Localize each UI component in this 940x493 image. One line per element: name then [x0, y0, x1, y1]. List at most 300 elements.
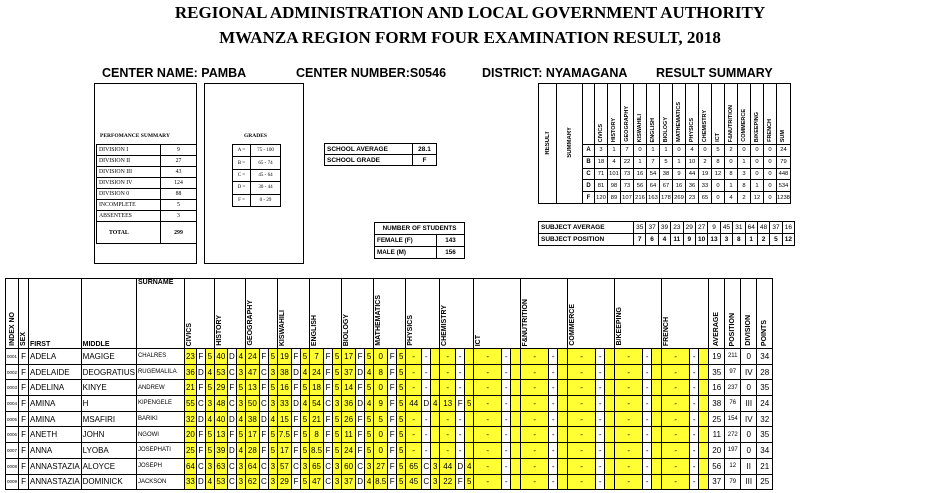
middle-name: KINYE	[81, 380, 136, 396]
score: 0	[374, 380, 388, 396]
summary-subject-label: COMMERCE	[741, 109, 747, 143]
sex-cell: F	[19, 427, 29, 443]
points	[699, 443, 709, 459]
score: 15	[277, 411, 291, 427]
grade: -	[422, 427, 431, 443]
summary-count: 23	[686, 192, 699, 204]
index-number: 0005	[6, 411, 19, 427]
index-number: 0006	[6, 427, 19, 443]
subject-average-value: 48	[757, 222, 769, 234]
score: 44	[440, 458, 456, 474]
points	[465, 380, 474, 396]
points	[511, 349, 521, 365]
score: -	[662, 411, 690, 427]
points	[699, 427, 709, 443]
score: -	[474, 396, 502, 412]
performance-label: INCOMPLETE	[97, 200, 161, 211]
grade: -	[456, 364, 465, 380]
score: -	[440, 411, 456, 427]
summary-subject-header	[595, 84, 608, 145]
results-table	[5, 278, 773, 490]
grade: C	[259, 458, 268, 474]
grade: F	[356, 443, 365, 459]
subject-header-label: KISWAHILI	[278, 309, 286, 346]
score: -	[568, 427, 596, 443]
score: -	[662, 364, 690, 380]
summary-count: 0	[764, 156, 777, 168]
grade: F	[388, 411, 397, 427]
subject-average-value: 64	[745, 222, 757, 234]
score: -	[440, 364, 456, 380]
grade: F	[324, 443, 333, 459]
score: 54	[310, 396, 324, 412]
summary-count: 2	[738, 192, 751, 204]
performance-label: DIVISION II	[97, 156, 161, 167]
performance-value: 3	[161, 211, 197, 222]
subject-header-label: ICT	[475, 334, 483, 346]
score: -	[474, 411, 502, 427]
points	[652, 380, 662, 396]
table-row	[6, 396, 773, 412]
grade: -	[690, 396, 699, 412]
points: 4	[205, 411, 214, 427]
male-value: 156	[437, 247, 465, 259]
performance-row	[97, 156, 197, 167]
score: 45	[406, 474, 422, 490]
points: 5	[301, 411, 310, 427]
grades-heading: GRADES	[244, 133, 267, 139]
subject-header	[568, 279, 615, 349]
students-heading: NUMBER OF STUDENTS	[375, 223, 465, 235]
points	[652, 364, 662, 380]
grade: C	[422, 474, 431, 490]
grade: -	[549, 474, 558, 490]
grade: D	[292, 364, 301, 380]
score: -	[521, 396, 549, 412]
score: 23	[184, 349, 196, 365]
points	[652, 474, 662, 490]
position: 197	[725, 443, 741, 459]
score: -	[615, 411, 643, 427]
middle-name: LYOBA	[81, 443, 136, 459]
performance-label: DIVISION 0	[97, 189, 161, 200]
points: 5	[268, 427, 277, 443]
summary-label-result	[539, 84, 557, 204]
grade: F	[324, 427, 333, 443]
performance-value: 124	[161, 178, 197, 189]
summary-count: 56	[634, 180, 647, 192]
points-total: 28	[757, 364, 773, 380]
summary-count: 1	[673, 156, 686, 168]
points	[652, 427, 662, 443]
subject-header	[184, 279, 214, 349]
grade: C	[196, 396, 205, 412]
points: 5	[205, 380, 214, 396]
points	[465, 443, 474, 459]
subject-average-value: 27	[695, 222, 707, 234]
subject-average-value: 9	[708, 222, 720, 234]
points: 5	[465, 396, 474, 412]
grade: -	[502, 380, 511, 396]
score: 27	[374, 458, 388, 474]
performance-value: 5	[161, 200, 197, 211]
table-row	[6, 458, 773, 474]
summary-subject-header	[608, 84, 621, 145]
score: 47	[245, 364, 259, 380]
division: 0	[741, 349, 757, 365]
division: III	[741, 396, 757, 412]
grade: -	[690, 474, 699, 490]
score: 47	[310, 474, 324, 490]
first-name: AMINA	[29, 396, 82, 412]
summary-grade: C	[583, 168, 595, 180]
points: 3	[236, 458, 245, 474]
points: 5	[397, 427, 406, 443]
grade: -	[549, 364, 558, 380]
summary-subject-header	[777, 84, 791, 145]
position: 79	[725, 474, 741, 490]
summary-count: 0	[712, 192, 725, 204]
points: 3	[268, 364, 277, 380]
summary-count: 36	[686, 180, 699, 192]
points	[511, 474, 521, 490]
points	[465, 364, 474, 380]
points-total: 35	[757, 427, 773, 443]
summary-label-summary	[557, 84, 583, 204]
division: 0	[741, 380, 757, 396]
subject-header-label: F&NUTRITION	[522, 298, 530, 346]
grade: F	[196, 380, 205, 396]
score: 24	[310, 364, 324, 380]
subject-header	[615, 279, 662, 349]
summary-count: 71	[595, 168, 608, 180]
grade: F	[356, 427, 365, 443]
score: -	[406, 443, 422, 459]
first-name: ANNASTAZIA	[29, 474, 82, 490]
score: 13	[440, 396, 456, 412]
subject-position-value: 5	[770, 234, 782, 246]
points-header-label: POINTS	[761, 319, 769, 346]
summary-grade: F	[583, 192, 595, 204]
grade: F	[259, 380, 268, 396]
grade: -	[549, 443, 558, 459]
summary-count: 0	[764, 168, 777, 180]
summary-count: 67	[660, 180, 673, 192]
grade: -	[456, 380, 465, 396]
grade: -	[422, 349, 431, 365]
grade: F	[324, 349, 333, 365]
grade: -	[690, 427, 699, 443]
score: -	[440, 349, 456, 365]
points	[558, 474, 568, 490]
grade-row	[233, 169, 281, 181]
score: -	[440, 380, 456, 396]
points-total: 34	[757, 443, 773, 459]
subject-header-label: BIOLOGY	[343, 313, 351, 346]
summary-count: 0	[634, 145, 647, 157]
score: -	[521, 443, 549, 459]
subject-header	[310, 279, 342, 349]
results-header	[6, 279, 773, 349]
grade: -	[643, 443, 652, 459]
points: 5	[205, 349, 214, 365]
first-name: ANNASTAZIA	[29, 458, 82, 474]
score: -	[662, 458, 690, 474]
summary-subject-label: CHEMISTRY	[702, 109, 708, 143]
grade: -	[502, 443, 511, 459]
grade: F	[388, 364, 397, 380]
summary-subject-header	[647, 84, 660, 145]
grade: C	[324, 474, 333, 490]
subject-average-value: 31	[733, 222, 745, 234]
summary-subject-label: KISWAHILI	[637, 113, 643, 143]
points	[605, 396, 615, 412]
points: 5	[397, 364, 406, 380]
score: -	[474, 458, 502, 474]
subject-header-label: CIVICS	[185, 322, 193, 346]
grade: F	[388, 349, 397, 365]
first-name: ADELINA	[29, 380, 82, 396]
grade-letter: A =	[233, 145, 251, 157]
subject-header-label: CHEMISTRY	[441, 305, 449, 346]
score: 20	[184, 427, 196, 443]
surname: JOSEPH	[136, 458, 184, 474]
score: -	[474, 427, 502, 443]
points: 5	[268, 443, 277, 459]
grade: -	[596, 411, 605, 427]
grade: -	[643, 427, 652, 443]
points	[558, 458, 568, 474]
middle-name: MAGIGE	[81, 349, 136, 365]
middle-name: DEOGRATIUS	[81, 364, 136, 380]
summary-count: 4	[608, 156, 621, 168]
division: II	[741, 458, 757, 474]
table-row	[6, 380, 773, 396]
subject-position-value: 10	[695, 234, 707, 246]
district: DISTRICT: NYAMAGANA	[482, 66, 628, 80]
performance-value: 9	[161, 145, 197, 156]
score: -	[521, 411, 549, 427]
score: -	[568, 380, 596, 396]
points	[511, 443, 521, 459]
subject-average-value: 29	[683, 222, 695, 234]
result-summary-title: RESULT SUMMARY	[656, 66, 773, 80]
grade: -	[596, 396, 605, 412]
summary-label: SUMMARY	[566, 127, 573, 158]
score: 64	[245, 458, 259, 474]
score: 16	[277, 380, 291, 396]
average: 25	[709, 411, 725, 427]
summary-subject-label: FRENCH	[767, 119, 773, 143]
points: 3	[268, 396, 277, 412]
score: 38	[277, 364, 291, 380]
grade: F	[388, 396, 397, 412]
grade: -	[549, 458, 558, 474]
summary-subject-label: CIVICS	[598, 123, 604, 143]
points: 5	[365, 443, 374, 459]
grade: F	[456, 474, 465, 490]
grade: F	[388, 443, 397, 459]
subject-average-value: 35	[634, 222, 646, 234]
school-grade-value: F	[413, 155, 437, 166]
points: 5	[205, 443, 214, 459]
result-summary-table	[538, 83, 791, 204]
score: -	[662, 443, 690, 459]
subject-position-value: 13	[708, 234, 720, 246]
score: 65	[310, 458, 324, 474]
grade: D	[227, 349, 236, 365]
points	[558, 443, 568, 459]
performance-row	[97, 200, 197, 211]
grade: F	[388, 474, 397, 490]
summary-count: 4	[686, 145, 699, 157]
summary-count: 0	[751, 168, 764, 180]
points	[558, 380, 568, 396]
score: 48	[214, 396, 227, 412]
subject-average-table	[538, 221, 795, 246]
score: -	[568, 364, 596, 380]
center-name: CENTER NAME: PAMBA	[102, 66, 247, 80]
middle-name: ALOYCE	[81, 458, 136, 474]
points: 5	[333, 411, 342, 427]
subject-position-value: 6	[646, 234, 658, 246]
score: 53	[214, 474, 227, 490]
points	[431, 427, 440, 443]
score: -	[474, 380, 502, 396]
score: 38	[245, 411, 259, 427]
points	[699, 349, 709, 365]
points	[431, 443, 440, 459]
table-row	[6, 411, 773, 427]
position: 272	[725, 427, 741, 443]
grade: -	[549, 411, 558, 427]
grade: F	[388, 458, 397, 474]
points: 4	[268, 411, 277, 427]
grade: C	[259, 364, 268, 380]
summary-count: 16	[634, 168, 647, 180]
grade: F	[324, 364, 333, 380]
sex-cell: F	[19, 349, 29, 365]
score: -	[615, 443, 643, 459]
performance-label: DIVISION I	[97, 145, 161, 156]
points	[652, 443, 662, 459]
score: 40	[214, 349, 227, 365]
table-row	[6, 474, 773, 490]
division: III	[741, 474, 757, 490]
position: 237	[725, 380, 741, 396]
performance-row	[97, 167, 197, 178]
score: 8	[310, 427, 324, 443]
score: -	[662, 396, 690, 412]
score: 33	[184, 474, 196, 490]
average-header-label: AVERAGE	[713, 311, 721, 346]
school-average-value: 28.1	[413, 144, 437, 155]
grade: C	[227, 474, 236, 490]
table-row	[6, 364, 773, 380]
score: -	[406, 349, 422, 365]
summary-count: 65	[699, 192, 712, 204]
grade: -	[643, 396, 652, 412]
subject-position-value: 8	[733, 234, 745, 246]
summary-count: 8	[738, 180, 751, 192]
points	[605, 364, 615, 380]
score: 8	[374, 364, 388, 380]
points	[699, 396, 709, 412]
summary-count: 0	[673, 145, 686, 157]
score: -	[406, 364, 422, 380]
points: 5	[236, 427, 245, 443]
sex-cell: F	[19, 474, 29, 490]
grade: D	[356, 364, 365, 380]
score: 55	[184, 396, 196, 412]
score: 7	[310, 349, 324, 365]
summary-count: 0	[725, 156, 738, 168]
points: 3	[333, 458, 342, 474]
grade: C	[292, 458, 301, 474]
points: 3	[333, 474, 342, 490]
average: 16	[709, 380, 725, 396]
points	[558, 427, 568, 443]
summary-count: 269	[673, 192, 686, 204]
subject-average-row	[539, 222, 795, 234]
index-number: 0001	[6, 349, 19, 365]
grade: -	[643, 349, 652, 365]
points	[511, 364, 521, 380]
points: 5	[333, 364, 342, 380]
grade: -	[456, 411, 465, 427]
points	[558, 396, 568, 412]
score: 0	[374, 427, 388, 443]
score: -	[615, 364, 643, 380]
grade: D	[456, 458, 465, 474]
grade: C	[227, 396, 236, 412]
points-total: 24	[757, 396, 773, 412]
grade: -	[596, 427, 605, 443]
index-number: 0007	[6, 443, 19, 459]
summary-count: 120	[595, 192, 608, 204]
summary-count: 81	[595, 180, 608, 192]
grade: D	[227, 411, 236, 427]
index-number: 0003	[6, 380, 19, 396]
summary-count: 38	[660, 168, 673, 180]
subject-average-value: 23	[671, 222, 683, 234]
subject-position-value: 9	[683, 234, 695, 246]
points	[431, 349, 440, 365]
score: -	[568, 474, 596, 490]
grade: F	[292, 349, 301, 365]
grade-range: 75 - 100	[251, 145, 281, 157]
points: 5	[365, 411, 374, 427]
summary-count: 0	[764, 180, 777, 192]
grade: F	[227, 380, 236, 396]
points: 3	[333, 396, 342, 412]
summary-count: 24	[777, 145, 791, 157]
summary-subject-header	[764, 84, 777, 145]
summary-subject-label: F&NUTRITION	[728, 104, 734, 143]
average: 35	[709, 364, 725, 380]
summary-count: 534	[777, 180, 791, 192]
points: 4	[301, 364, 310, 380]
subject-average-value: 39	[658, 222, 670, 234]
subject-average-value: 37	[770, 222, 782, 234]
summary-count: 7	[621, 145, 634, 157]
summary-count: 107	[621, 192, 634, 204]
summary-count: 19	[699, 168, 712, 180]
grade: D	[227, 443, 236, 459]
points	[465, 427, 474, 443]
performance-row	[97, 189, 197, 200]
summary-count: 44	[686, 168, 699, 180]
